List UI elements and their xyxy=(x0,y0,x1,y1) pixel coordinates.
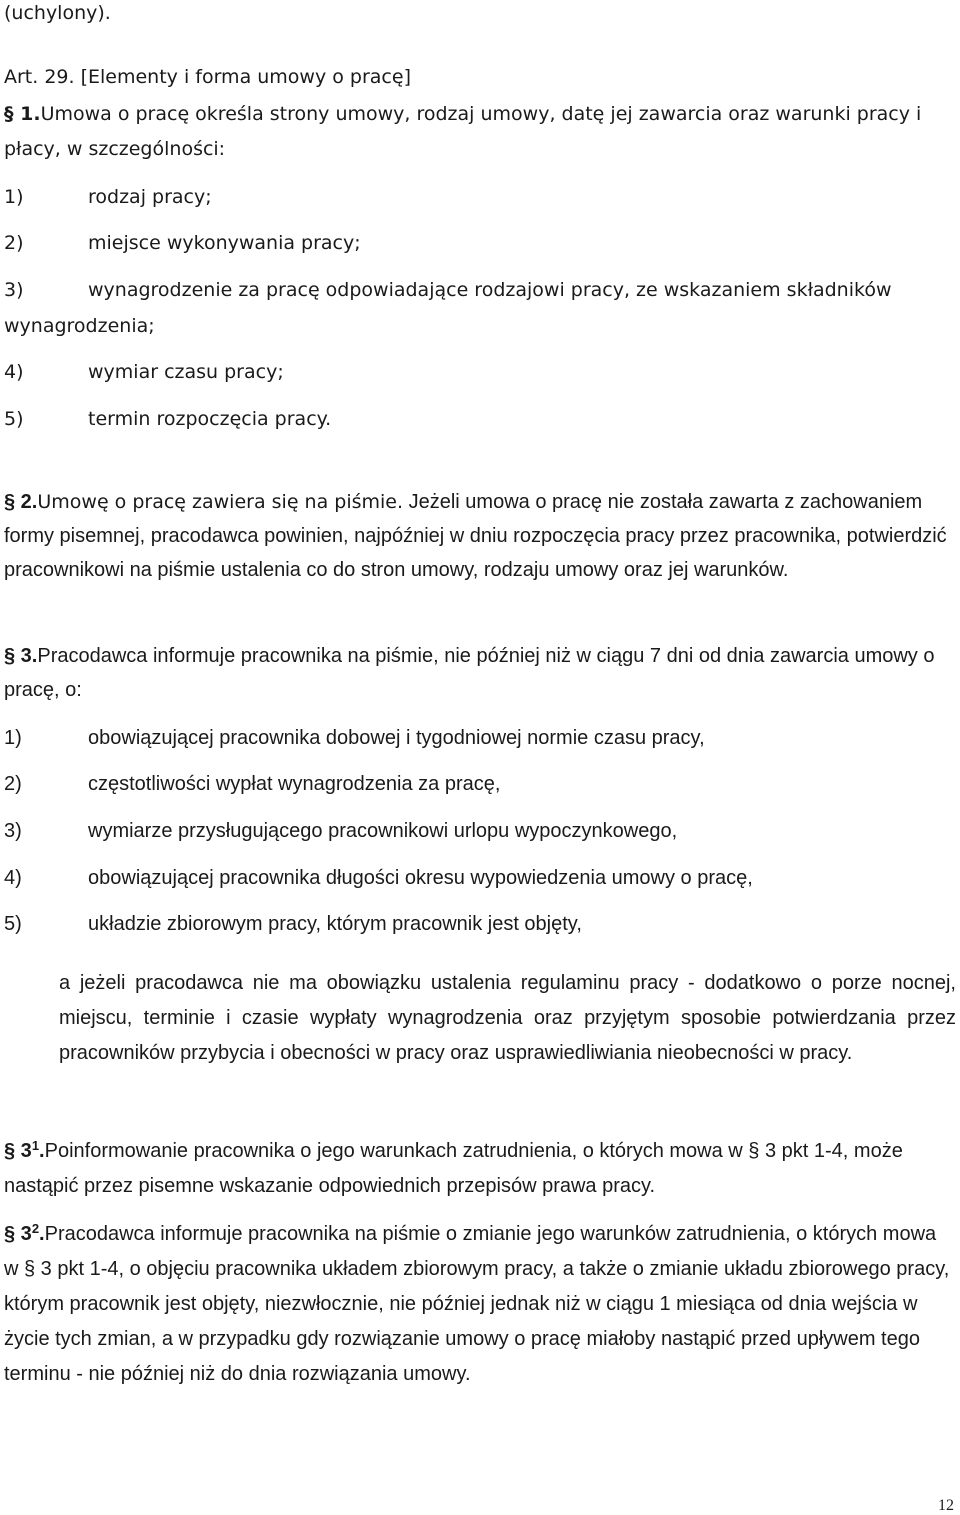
paragraph-3 xyxy=(4,639,956,707)
list-number: 5) xyxy=(4,913,22,935)
list-number: 5) xyxy=(4,408,24,430)
paragraph-3-2-text: Pracodawca informuje pracownika na piśmie o zmianie jego warunków zatrudnienia, o których mowa w § 3 pkt 1-4, o objęciu pracownika układem zbiorowym pracy, a także o zmianie układu zbiorowego pracy, którym pracownik jest objęty, niezwłocznie, nie później jednak niż w ciągu 1 miesiąca od dnia wejścia w życie tych zmian, a w przypadku gdy rozwiązanie umowy o pracę miałoby nastąpić przed upływem tego terminu - nie później niż do dnia rozwiązania umowy. xyxy=(4,1223,950,1385)
paragraph-3-text: Pracodawca informuje pracownika na piśmie, nie później niż w ciągu 7 dni od dnia zawarcia umowy o pracę, o: xyxy=(4,645,935,701)
paragraph-2 xyxy=(4,485,956,587)
paragraph-2-text-a: Umowę o pracę zawiera się na piśmie. xyxy=(37,491,404,513)
list-number: 4) xyxy=(4,361,24,383)
p3-list-item-4 xyxy=(4,867,956,890)
p1-list-item-3 xyxy=(4,279,956,301)
paragraph-1-text: Umowa o pracę określa strony umowy, rodzaj umowy, datę jej zawarcia oraz warunki pracy i płacy, w szczególności: xyxy=(4,103,922,160)
p3-list-item-5 xyxy=(4,913,956,936)
list-text: obowiązującej pracownika długości okresu wypowiedzenia umowy o pracę, xyxy=(88,867,753,889)
paragraph-1-marker: § 1. xyxy=(4,103,41,125)
list-number: 2) xyxy=(4,232,24,254)
list-number: 2) xyxy=(4,773,22,795)
list-text: wymiar czasu pracy; xyxy=(88,361,284,383)
paragraph-3-tail: a jeżeli pracodawca nie ma obowiązku ustalenia regulaminu pracy - dodatkowo o porze nocnej, miejscu, terminie i czasie wypłaty wynagrodzenia oraz przyjętym sposobie potwierdzania przez pracowników przybycia i obecności w pracy oraz usprawiedliwiania nieobecności w pracy. xyxy=(59,972,956,1064)
list-number: 3) xyxy=(4,820,22,842)
paragraph-2-text-b: Jeżeli umowa o pracę nie została zawarta z zachowaniem formy pisemnej, pracodawca powinien, najpóźniej w dniu rozpoczęcia pracy przez pracownika, potwierdzić pracownikowi na piśmie ustalenia co do stron umowy, rodzaju umowy oraz jej warunków. xyxy=(4,491,947,581)
paragraph-3-marker: § 3. xyxy=(4,645,38,667)
list-text: obowiązującej pracownika dobowej i tygodniowej normie czasu pracy, xyxy=(88,727,705,749)
list-text: termin rozpoczęcia pracy. xyxy=(88,408,332,430)
paragraph-3-2: § $3^2.Pracodawca$ informuje pracownika na piśmie o zmianie jego warunków zatrudnienia, o których mowa w § 3 pkt 1-4, o objęciu pracownika układem zbiorowym pracy, a także o zmianie układu zbiorowego pracy, którym pracownik jest objęty, niezwłocznie, nie później jednak niż w ciągu 1 miesiąca od dnia wejścia w życie tych zmian, a w przypadku gdy rozwiązanie umowy o pracę miałoby nastąpić przed upływem tego terminu - nie później niż do dnia rozwiązania umowy. xyxy=(4,1221,950,1385)
paragraph-3-2-marker: § 3 xyxy=(4,1223,32,1245)
list-number: 1) xyxy=(4,727,22,749)
p1-list-item-5 xyxy=(4,408,956,430)
list-text: wymiarze przysługującego pracownikowi urlopu wypoczynkowego, xyxy=(88,820,678,842)
list-text: miejsce wykonywania pracy; xyxy=(88,232,361,254)
p3-list-item-2 xyxy=(4,773,956,796)
top-line: (uchylony). xyxy=(4,2,111,24)
list-number: 4) xyxy=(4,867,22,889)
paragraph-1 xyxy=(4,97,956,167)
paragraph-3-1-text: Poinformowanie pracownika o jego warunkach zatrudnienia, o których mowa w § 3 pkt 1-4, może nastąpić przez pisemne wskazanie odpowiednich przepisów prawa pracy. xyxy=(4,1140,903,1197)
list-number: 3) xyxy=(4,279,24,301)
p3-list-item-3 xyxy=(4,820,956,843)
list-number: 1) xyxy=(4,186,24,208)
p1-list-item-3-continuation: wynagrodzenia; xyxy=(4,315,155,337)
p1-list-item-4 xyxy=(4,361,956,383)
article-heading: Art. 29. [Elementy i forma umowy o pracę] xyxy=(4,66,411,88)
paragraph-3-1-marker: § 3 xyxy=(4,1140,32,1162)
paragraph-2-marker: § 2. xyxy=(4,491,38,513)
list-text: częstotliwości wypłat wynagrodzenia za pracę, xyxy=(88,773,501,795)
p3-list-item-1 xyxy=(4,727,956,750)
paragraph-3-2-superscript: 2 xyxy=(31,1221,40,1236)
paragraph-3-1-superscript: 1 xyxy=(31,1138,40,1153)
p1-list-item-1 xyxy=(4,186,956,208)
list-text: układzie zbiorowym pracy, którym pracownik jest objęty, xyxy=(88,913,582,935)
page-number: 12 xyxy=(938,1497,954,1514)
list-text: wynagrodzenie za pracę odpowiadające rodzajowi pracy, ze wskazaniem składników xyxy=(88,279,892,301)
list-text: rodzaj pracy; xyxy=(88,186,212,208)
paragraph-3-1: § $3^1.Poinformowanie$ pracownika o jego warunkach zatrudnienia, o których mowa w § 3 pkt 1-4, może nastąpić przez pisemne wskazanie odpowiednich przepisów prawa pracy. xyxy=(4,1138,903,1197)
p1-list-item-2 xyxy=(4,232,956,254)
